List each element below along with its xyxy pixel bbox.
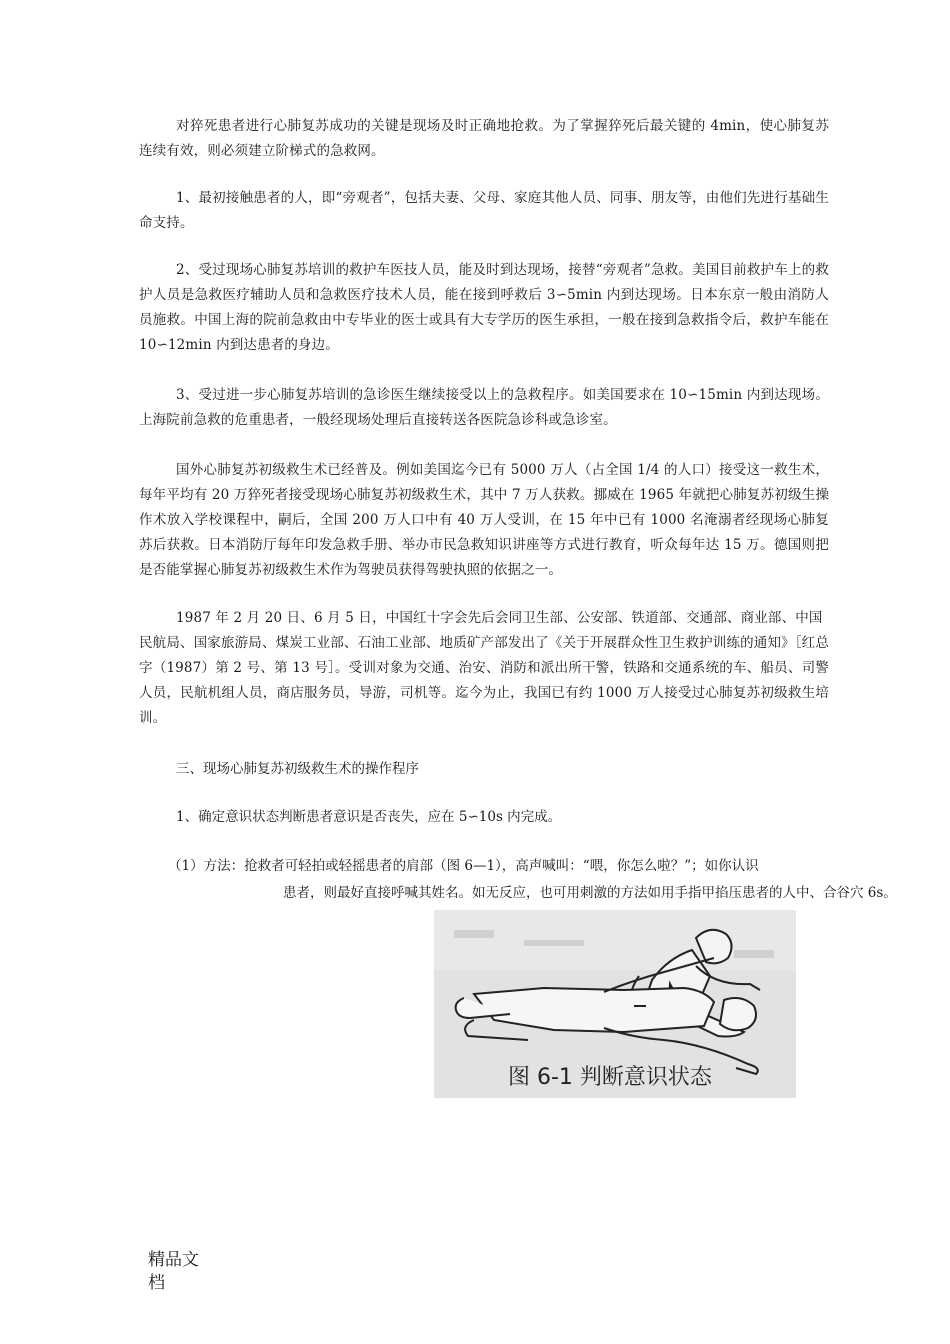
paragraph-china-training-line1: 1987 年 2 月 20 日、6 月 5 日，中国红十字会先后会同卫生部、公安部、铁道部、交通部、商业部、中国	[176, 610, 823, 626]
figure-assess-consciousness	[434, 910, 796, 1098]
watermark-line-1: 精品文	[148, 1250, 199, 1270]
watermark-line-2: 档	[148, 1273, 165, 1293]
section-heading-procedure: 三、现场心肺复苏初级救生术的操作程序	[176, 761, 419, 777]
paragraph-ambulance: 2、受过现场心肺复苏培训的救护车医技人员，能及时到达现场，接替“旁观者”急救。美国目前救护车上的救护人员是急救医疗辅助人员和急救医疗技术人员，能在接到呼救后 3∽5min 内到达现场。日本东京一般由消防人员施救。中国上海的院前急救由中专毕业的医士或具有大专学历的医生承担，一般在接到急救指令后，救护车能在 10∽12min 内到达患者的身边。	[139, 262, 829, 353]
paragraph-international: 国外心肺复苏初级救生术已经普及。例如美国迄今已有 5000 万人（占全国 1/4 的人口）接受这一救生术，每年平均有 20 万猝死者接受现场心肺复苏初级救生术，其中 7 万人获救。挪威在 1965 年就把心肺复苏初级生操作术放入学校课程中，嗣后，全国 200 万人口中有 40 万人受训，在 15 年中已有 1000 名淹溺者经现场心肺复苏后获救。日本消防厅每年印发急救手册、举办市民急救知识讲座等方式进行教育，听众每年达 15 万。德国则把是否能掌握心肺复苏初级救生术作为驾驶员获得驾驶执照的依据之一。	[139, 462, 829, 578]
paragraph-bystander: 1、最初接触患者的人，即“旁观者”，包括夫妻、父母、家庭其他人员、同事、朋友等，由他们先进行基础生命支持。	[139, 190, 829, 231]
paragraph-china-training: 民航局、国家旅游局、煤炭工业部、石油工业部、地质矿产部发出了《关于开展群众性卫生救护训练的通知》［红总字（1987）第 2 号、第 13 号］。受训对象为交通、治安、消防和派出所干警，铁路和交通系统的车、船员、司警人员，民航机组人员，商店服务员，导游，司机等。迄今为止，我国已有约 1000 万人接受过心肺复苏初级救生培训。	[139, 635, 829, 726]
watermark-text	[148, 1249, 208, 1295]
figure-caption: 图 6-1 判断意识状态	[508, 1065, 712, 1090]
method-line-1: （1）方法：抢救者可轻拍或轻摇患者的肩部（图 6—1），高声喊叫：“喂，你怎么啦？”；如你认识	[168, 858, 759, 874]
step-consciousness: 1、确定意识状态判断患者意识是否丧失，应在 5∽10s 内完成。	[176, 809, 562, 825]
paragraph-intro: 对猝死患者进行心肺复苏成功的关键是现场及时正确地抢救。为了掌握猝死后最关键的 4min，使心肺复苏连续有效，则必须建立阶梯式的急救网。	[139, 118, 829, 159]
paragraph-emergency-doctor: 3、受过进一步心肺复苏培训的急诊医生继续接受以上的急救程序。如美国要求在 10∽15min 内到达现场。上海院前急救的危重患者，一般经现场处理后直接转送各医院急诊科或急诊室。	[139, 387, 829, 428]
method-line-2: 患者，则最好直接呼喊其姓名。如无反应，也可用刺激的方法如用手指甲掐压患者的人中、合谷穴 6s。	[283, 885, 897, 901]
rescuer-patient-illustration	[434, 910, 796, 1098]
